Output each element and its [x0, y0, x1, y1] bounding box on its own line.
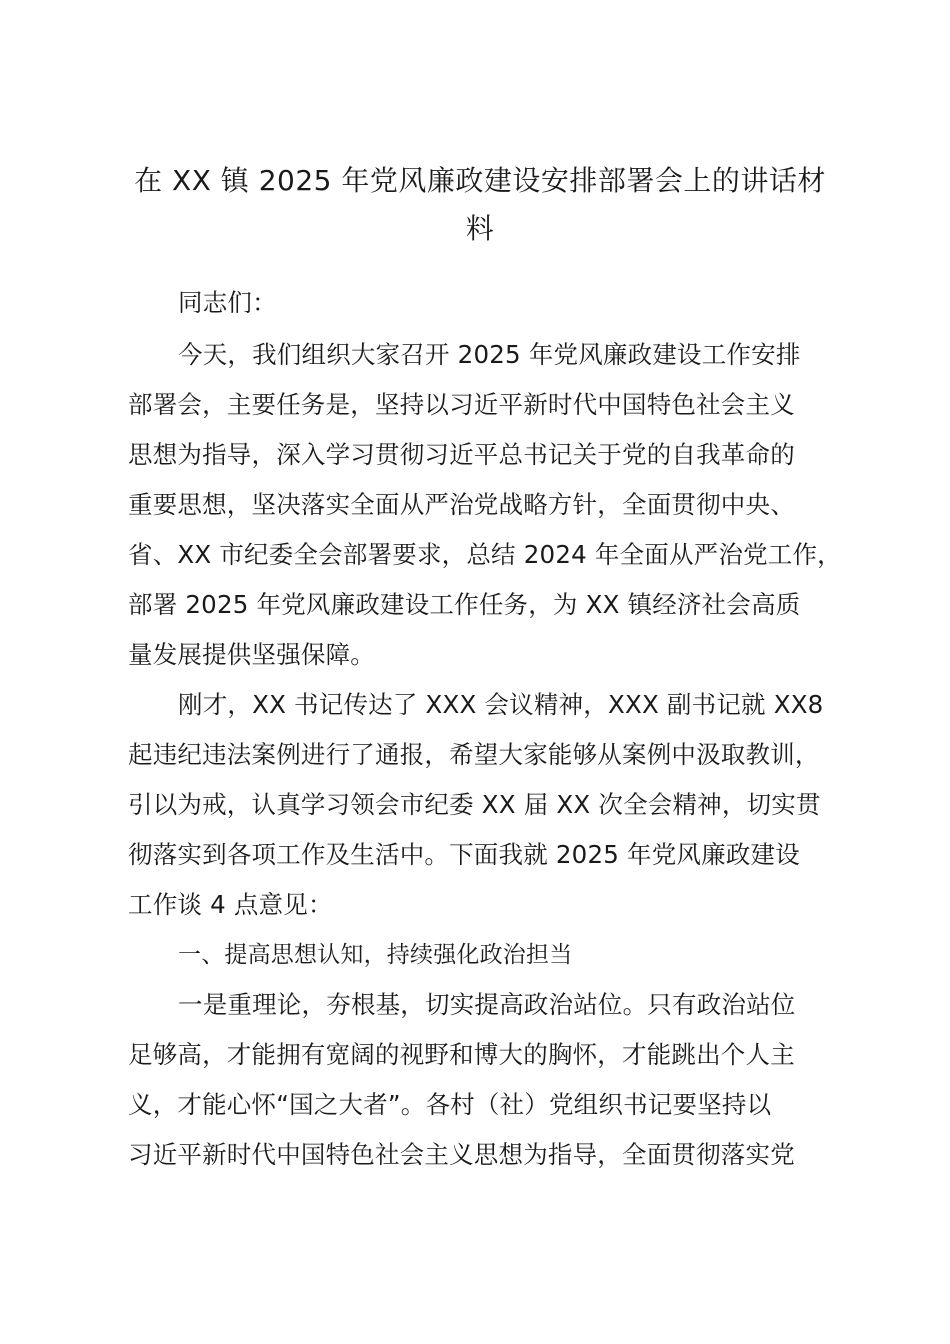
paragraph-line: 今天，我们组织大家召开 2025 年党风廉政建设工作安排 — [178, 340, 801, 369]
paragraph-line: 省、XX 市纪委全会部署要求，总结 2024 年全面从严治党工作， — [128, 540, 842, 569]
paragraph-line: 思想为指导，深入学习贯彻习近平总书记关于党的自我革命的 — [128, 440, 795, 469]
paragraph-line: 刚才，XX 书记传达了 XXX 会议精神，XXX 副书记就 XX8 — [178, 690, 824, 719]
paragraph-line: 起违纪违法案例进行了通报，希望大家能够从案例中汲取教训， — [128, 740, 820, 769]
paragraph-line: 一是重理论，夯根基，切实提高政治站位。只有政治站位 — [178, 990, 796, 1019]
paragraph-line: 部署会，主要任务是，坚持以习近平新时代中国特色社会主义 — [128, 390, 795, 419]
section-heading: 一、提高思想认知，持续强化政治担当 — [178, 942, 573, 968]
paragraph-line: 引以为戒，认真学习领会市纪委 XX 届 XX 次全会精神，切实贯 — [128, 790, 821, 819]
paragraph-line: 足够高，才能拥有宽阔的视野和博大的胸怀，才能跳出个人主 — [128, 1040, 795, 1069]
paragraph-line: 习近平新时代中国特色社会主义思想为指导，全面贯彻落实党 — [128, 1140, 795, 1169]
paragraph-line: 重要思想，坚决落实全面从严治党战略方针，全面贯彻中央、 — [128, 490, 795, 519]
paragraph-line: 工作谈 4 点意见： — [128, 890, 333, 919]
page-title: 在 XX 镇 2025 年党风廉政建设安排部署会上的讲话材料 — [134, 164, 826, 245]
paragraph-line: 义，才能心怀“国之大者”。各村（社）党组织书记要坚持以 — [128, 1090, 772, 1119]
paragraph-line: 量发展提供坚强保障。 — [128, 640, 375, 669]
paragraph-line: 部署 2025 年党风廉政建设工作任务，为 XX 镇经济社会高质 — [128, 590, 801, 619]
paragraph-line: 彻落实到各项工作及生活中。下面我就 2025 年党风廉政建设 — [128, 840, 800, 869]
salutation: 同志们： — [178, 288, 277, 317]
